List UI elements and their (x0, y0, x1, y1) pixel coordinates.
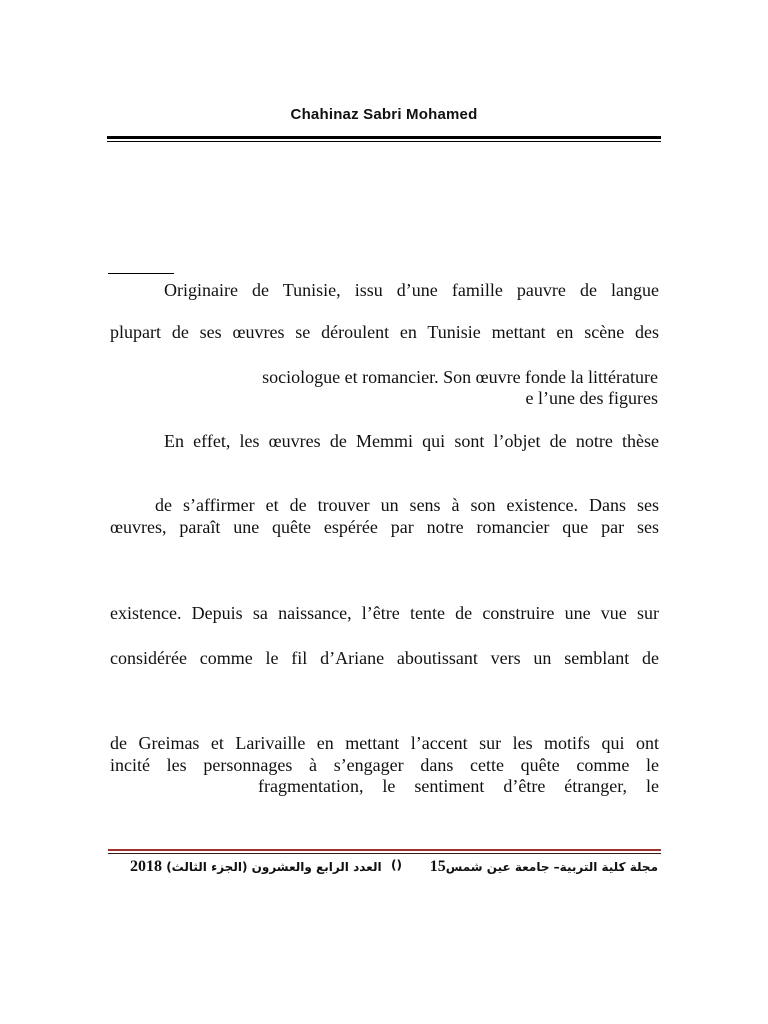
footer-journal (430, 858, 658, 876)
body-line-8: existence. Depuis sa naissance, l’être tente de construire une vue sur (110, 603, 659, 623)
body-line-7: œuvres, paraît une quête espérée par notre romancier que par ses (110, 517, 659, 537)
body-line-5: En effet, les œuvres de Memmi qui sont l’objet de notre thèse (164, 431, 659, 451)
footer-rule-red (108, 849, 661, 851)
body-line-11: incité les personnages à s’engager dans cette quête comme le (110, 755, 659, 775)
body-line-10: de Greimas et Larivaille en mettant l’accent sur les motifs qui ont (110, 733, 659, 753)
body-line-2: plupart de ses œuvres se déroulent en Tunisie mettant en scène des (110, 322, 659, 342)
body-line-6: de s’affirmer et de trouver un sens à son existence. Dans ses (155, 495, 659, 515)
body-line-12: fragmentation, le sentiment d’être étranger, le (258, 776, 659, 796)
header-rule-thick (107, 136, 661, 139)
body-line-1: Originaire de Tunisie, issu d’une famille pauvre de langue (164, 280, 659, 300)
footer-page-number: 15 (429, 858, 446, 875)
footer-rule-dark (108, 853, 661, 854)
header-author-name: Chahinaz Sabri Mohamed (290, 106, 478, 123)
footnote-separator (108, 273, 174, 274)
body-line-3: sociologue et romancier. Son œuvre fonde la littérature (262, 367, 658, 387)
body-line-9: considérée comme le fil d’Ariane aboutissant vers un semblant de (110, 648, 659, 668)
footer-journal-name: مجلة كلية التربية– جامعة عين شمس (445, 860, 658, 874)
footer-issue (130, 858, 382, 876)
header-rule-thin (107, 141, 661, 142)
footer-issue-label: العدد الرابع والعشرون (الجزء الثالث) (166, 860, 382, 874)
footer-parens: () (391, 858, 402, 872)
body-line-4: e l’une des figures (525, 388, 658, 408)
footer-year: 2018 (130, 858, 162, 875)
